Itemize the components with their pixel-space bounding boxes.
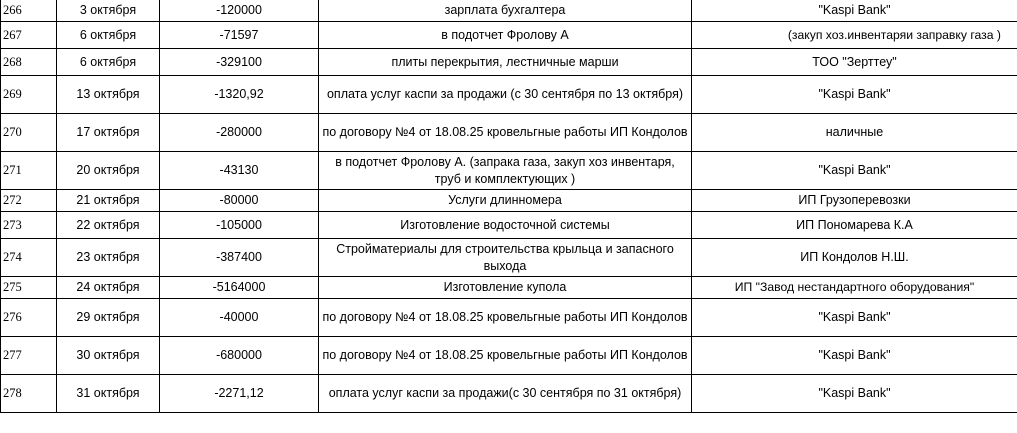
date-cell[interactable]: 20 октября — [57, 152, 160, 190]
row-number-cell[interactable]: 278 — [1, 375, 57, 413]
recipient-cell[interactable]: ИП Пономарева К.А — [692, 212, 1017, 239]
amount-cell[interactable]: -2271,12 — [160, 375, 319, 413]
row-number-cell[interactable]: 277 — [1, 337, 57, 375]
amount-cell[interactable]: -71597 — [160, 22, 319, 49]
recipient-cell[interactable]: ТОО "Зерттеу" — [692, 49, 1017, 76]
recipient-cell[interactable]: ИП "Завод нестандартного оборудования" — [692, 277, 1017, 299]
description-cell[interactable]: Услуги длинномера — [319, 190, 692, 212]
amount-cell[interactable]: -43130 — [160, 152, 319, 190]
table-row — [1, 375, 1017, 413]
amount-cell[interactable]: -40000 — [160, 299, 319, 337]
row-number-cell[interactable]: 267 — [1, 22, 57, 49]
date-cell[interactable]: 3 октября — [57, 0, 160, 22]
recipient-cell[interactable]: "Kaspi Bank" — [692, 152, 1017, 190]
date-cell[interactable]: 29 октября — [57, 299, 160, 337]
row-number-cell[interactable]: 269 — [1, 76, 57, 114]
date-cell[interactable]: 21 октября — [57, 190, 160, 212]
description-cell[interactable]: Изготовление купола — [319, 277, 692, 299]
description-cell[interactable]: по договору №4 от 18.08.25 кровельгные работы ИП Кондолов — [319, 337, 692, 375]
amount-cell[interactable]: -280000 — [160, 114, 319, 152]
amount-cell[interactable]: -120000 — [160, 0, 319, 22]
date-cell[interactable]: 31 октября — [57, 375, 160, 413]
table-row — [1, 190, 1017, 212]
description-cell[interactable]: в подотчет Фролову А. (запрака газа, закуп хоз инвентаря, труб и комплектующих ) — [319, 152, 692, 190]
table-row — [1, 114, 1017, 152]
description-cell[interactable]: оплата услуг каспи за продажи (с 30 сентября по 13 октября) — [319, 76, 692, 114]
table-row — [1, 49, 1017, 76]
description-cell[interactable]: оплата услуг каспи за продажи(с 30 сентября по 31 октября) — [319, 375, 692, 413]
amount-cell[interactable]: -680000 — [160, 337, 319, 375]
date-cell[interactable]: 6 октября — [57, 22, 160, 49]
date-cell[interactable]: 13 октября — [57, 76, 160, 114]
table-row — [1, 22, 1017, 49]
recipient-cell[interactable]: наличные — [692, 114, 1017, 152]
table-row — [1, 0, 1017, 22]
recipient-cell[interactable]: "Kaspi Bank" — [692, 0, 1017, 22]
recipient-cell[interactable]: ИП Грузоперевозки — [692, 190, 1017, 212]
amount-cell[interactable]: -1320,92 — [160, 76, 319, 114]
date-cell[interactable]: 23 октября — [57, 239, 160, 277]
description-cell[interactable]: Стройматериалы для строительства крыльца и запасного выхода — [319, 239, 692, 277]
recipient-cell[interactable]: (закуп хоз.инвентаряи заправку газа ) — [692, 22, 1017, 49]
description-cell[interactable]: по договору №4 от 18.08.25 кровельгные работы ИП Кондолов — [319, 114, 692, 152]
row-number-cell[interactable]: 273 — [1, 212, 57, 239]
description-cell[interactable]: по договору №4 от 18.08.25 кровельгные работы ИП Кондолов — [319, 299, 692, 337]
description-cell[interactable]: зарплата бухгалтера — [319, 0, 692, 22]
row-number-cell[interactable]: 276 — [1, 299, 57, 337]
recipient-cell[interactable]: "Kaspi Bank" — [692, 337, 1017, 375]
table-row — [1, 277, 1017, 299]
date-cell[interactable]: 30 октября — [57, 337, 160, 375]
row-number-cell[interactable]: 268 — [1, 49, 57, 76]
table-row — [1, 76, 1017, 114]
row-number-cell[interactable]: 271 — [1, 152, 57, 190]
row-number-cell[interactable]: 275 — [1, 277, 57, 299]
row-number-cell[interactable]: 274 — [1, 239, 57, 277]
date-cell[interactable]: 22 октября — [57, 212, 160, 239]
amount-cell[interactable]: -329100 — [160, 49, 319, 76]
row-number-cell[interactable]: 270 — [1, 114, 57, 152]
row-number-cell[interactable]: 272 — [1, 190, 57, 212]
date-cell[interactable]: 24 октября — [57, 277, 160, 299]
amount-cell[interactable]: -80000 — [160, 190, 319, 212]
row-number-cell[interactable]: 266 — [1, 0, 57, 22]
amount-cell[interactable]: -387400 — [160, 239, 319, 277]
table-row — [1, 239, 1017, 277]
table-row — [1, 337, 1017, 375]
description-cell[interactable]: плиты перекрытия, лестничные марши — [319, 49, 692, 76]
recipient-cell[interactable]: "Kaspi Bank" — [692, 299, 1017, 337]
recipient-cell[interactable]: "Kaspi Bank" — [692, 76, 1017, 114]
description-cell[interactable]: в подотчет Фролову А — [319, 22, 692, 49]
table-row — [1, 299, 1017, 337]
date-cell[interactable]: 17 октября — [57, 114, 160, 152]
amount-cell[interactable]: -105000 — [160, 212, 319, 239]
table-row — [1, 212, 1017, 239]
description-cell[interactable]: Изготовление водосточной системы — [319, 212, 692, 239]
table-row — [1, 152, 1017, 190]
amount-cell[interactable]: -5164000 — [160, 277, 319, 299]
date-cell[interactable]: 6 октября — [57, 49, 160, 76]
recipient-cell[interactable]: "Kaspi Bank" — [692, 375, 1017, 413]
recipient-cell[interactable]: ИП Кондолов Н.Ш. — [692, 239, 1017, 277]
